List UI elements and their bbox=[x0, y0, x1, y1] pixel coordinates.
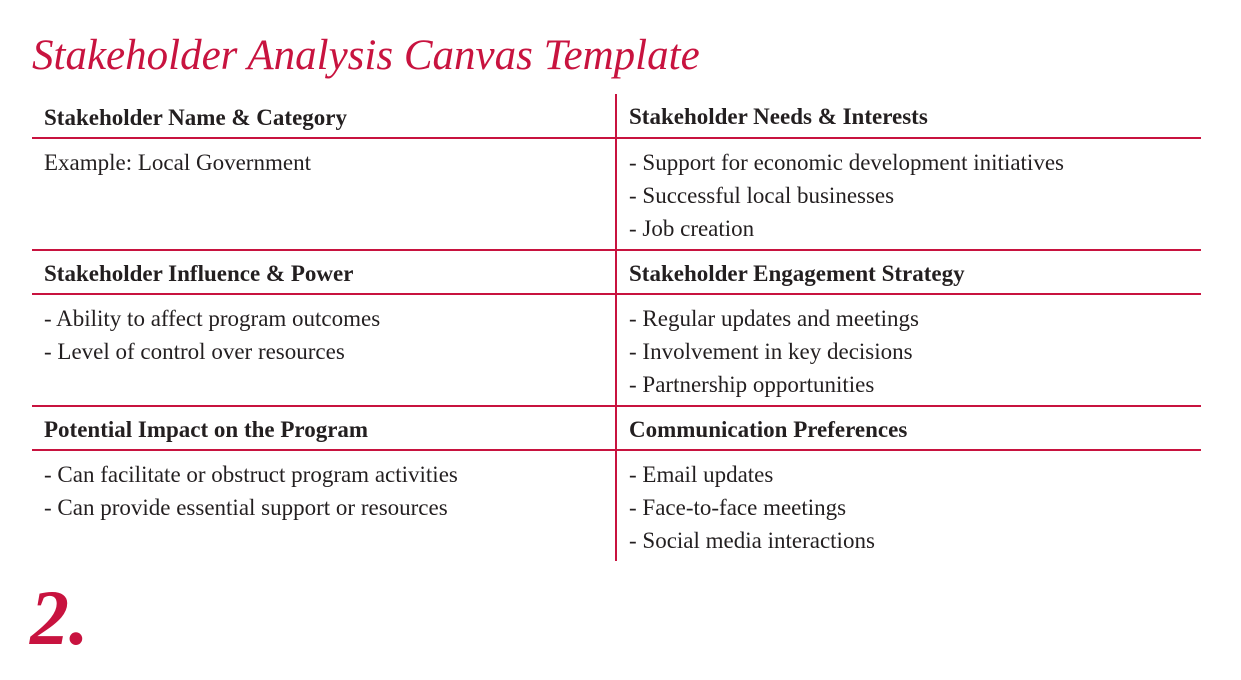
cell-line: - Ability to affect program outcomes bbox=[44, 306, 381, 331]
cell-line: Example: Local Government bbox=[44, 150, 311, 175]
cell-line: - Partnership opportunities bbox=[629, 372, 875, 397]
cell-line: - Email updates bbox=[629, 462, 774, 487]
cell-stakeholder-name-category bbox=[32, 146, 615, 179]
cell-line: - Job creation bbox=[629, 216, 755, 241]
cell-potential-impact-program bbox=[32, 458, 615, 524]
heading-stakeholder-needs-interests: Stakeholder Needs & Interests bbox=[629, 104, 928, 129]
cell-line: - Successful local businesses bbox=[629, 183, 895, 208]
heading-potential-impact-program: Potential Impact on the Program bbox=[44, 417, 369, 442]
cell-line: - Social media interactions bbox=[629, 528, 875, 553]
heading-stakeholder-engagement-strategy: Stakeholder Engagement Strategy bbox=[629, 261, 965, 286]
cell-stakeholder-influence-power bbox=[32, 302, 615, 368]
heading-underline bbox=[32, 293, 1201, 295]
cell-communication-preferences bbox=[617, 458, 1201, 557]
page-number: 2. bbox=[30, 574, 89, 661]
cell-line: - Level of control over resources bbox=[44, 339, 345, 364]
page-title: Stakeholder Analysis Canvas Template bbox=[32, 32, 700, 79]
cell-line: - Regular updates and meetings bbox=[629, 306, 919, 331]
stakeholder-canvas-table bbox=[32, 94, 1201, 561]
heading-stakeholder-name-category: Stakeholder Name & Category bbox=[44, 105, 347, 130]
cell-stakeholder-engagement-strategy bbox=[617, 302, 1201, 401]
cell-line: - Face-to-face meetings bbox=[629, 495, 847, 520]
cell-line: - Can facilitate or obstruct program activities bbox=[44, 462, 458, 487]
heading-stakeholder-influence-power: Stakeholder Influence & Power bbox=[44, 261, 354, 286]
cell-line: - Involvement in key decisions bbox=[629, 339, 913, 364]
heading-communication-preferences: Communication Preferences bbox=[629, 417, 908, 442]
heading-underline bbox=[32, 449, 1201, 451]
cell-line: - Can provide essential support or resources bbox=[44, 495, 448, 520]
cell-line: - Support for economic development initiatives bbox=[629, 150, 1064, 175]
section-divider bbox=[32, 249, 1201, 251]
cell-stakeholder-needs-interests bbox=[617, 146, 1201, 245]
heading-underline bbox=[32, 137, 1201, 139]
section-divider bbox=[32, 405, 1201, 407]
